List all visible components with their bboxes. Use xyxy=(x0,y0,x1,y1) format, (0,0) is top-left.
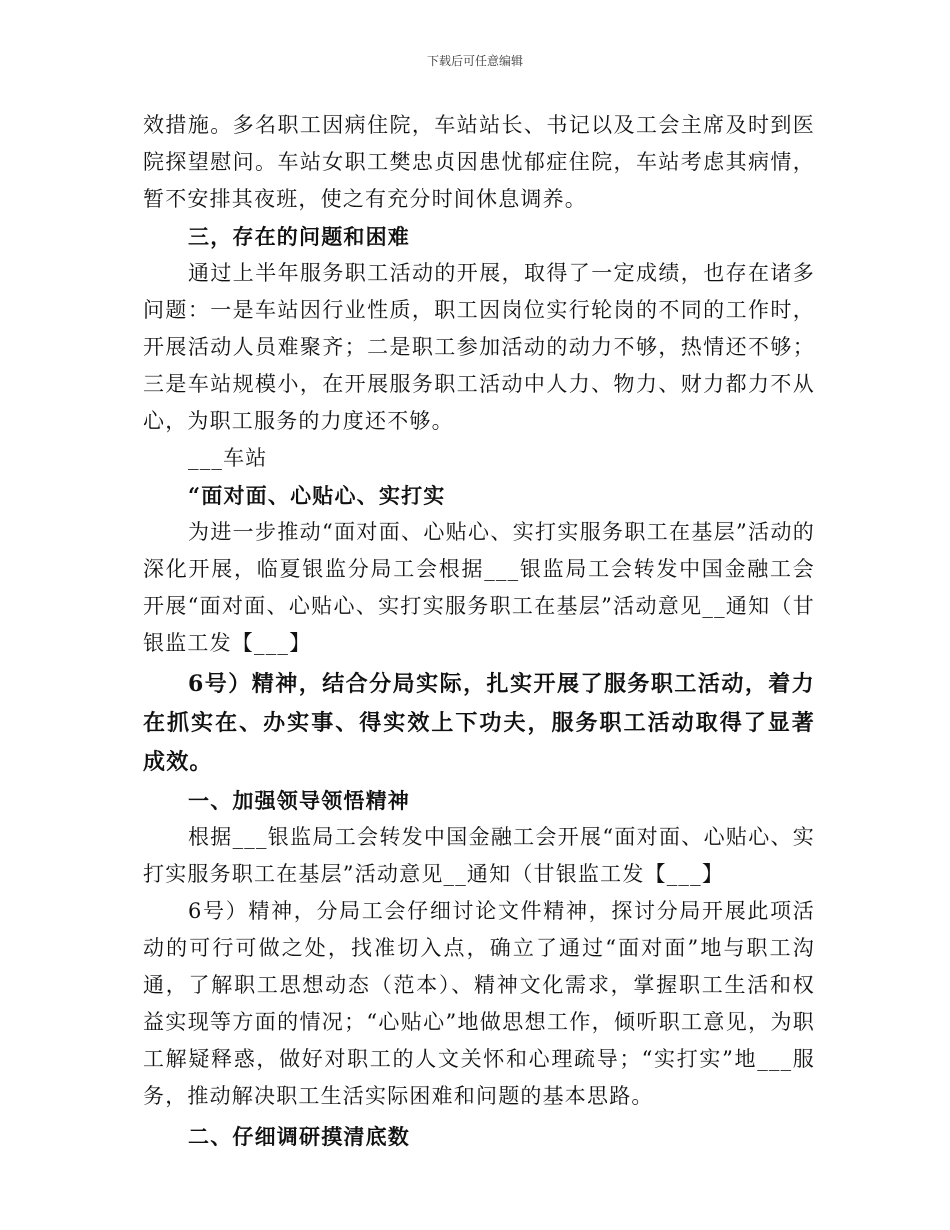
section-heading-problems: 三，存在的问题和困难 xyxy=(188,224,410,249)
document-body xyxy=(143,107,815,1155)
paragraph-introduction-bold: 6号）精神，结合分局实际，扎实开展了服务职工活动，着力在抓实在、办实事、得实效上下功夫，服务职工活动取得了显著成效。 xyxy=(143,671,815,775)
paragraph-measures-continued: 效措施。多名职工因病住院，车站站长、书记以及工会主席及时到医院探望慰问。车站女职工樊忠贞因患忧郁症住院，车站考虑其病情，暂不安排其夜班，使之有充分时间休息调养。 xyxy=(143,113,815,211)
paragraph-introduction: 为进一步推动“面对面、心贴心、实打实服务职工在基层”活动的深化开展，临夏银监分局工会根据___银监局工会转发中国金融工会开展“面对面、心贴心、实打实服务职工在基层”活动意见__通知（甘银监工发【___】 xyxy=(143,520,815,655)
station-signature: ___车站 xyxy=(188,446,268,470)
section-heading-research: 二、仔细调研摸清底数 xyxy=(188,1124,410,1149)
section-heading-leadership: 一、加强领导领悟精神 xyxy=(188,788,410,813)
page-header: 下载后可任意编辑 xyxy=(426,54,523,68)
document-title: “面对面、心贴心、实打实 xyxy=(188,483,446,508)
paragraph-leadership-details: 6号）精神，分局工会仔细讨论文件精神，探讨分局开展此项活动的可行可做之处，找准切入点，确立了通过“面对面”地与职工沟通，了解职工思想动态（范本）、精神文化需求，掌握职工生活和权益实现等方面的情况；“心贴心”地做思想工作，倾听职工意见，为职工解疑释惑，做好对职工的人文关怀和心理疏导；“实打实”地___服务，推动解决职工生活实际困难和问题的基本思路。 xyxy=(143,899,815,1108)
paragraph-leadership: 根据___银监局工会转发中国金融工会开展“面对面、心贴心、实打实服务职工在基层”活动意见__通知（甘银监工发【___】 xyxy=(143,825,815,886)
paragraph-problems: 通过上半年服务职工活动的开展，取得了一定成绩，也存在诸多问题：一是车站因行业性质，职工因岗位实行轮岗的不同的工作时，开展活动人员难聚齐；二是职工参加活动的动力不够，热情还不够；三是车站规模小，在开展服务职工活动中人力、物力、财力都力不从心，为职工服务的力度还不够。 xyxy=(143,261,815,433)
